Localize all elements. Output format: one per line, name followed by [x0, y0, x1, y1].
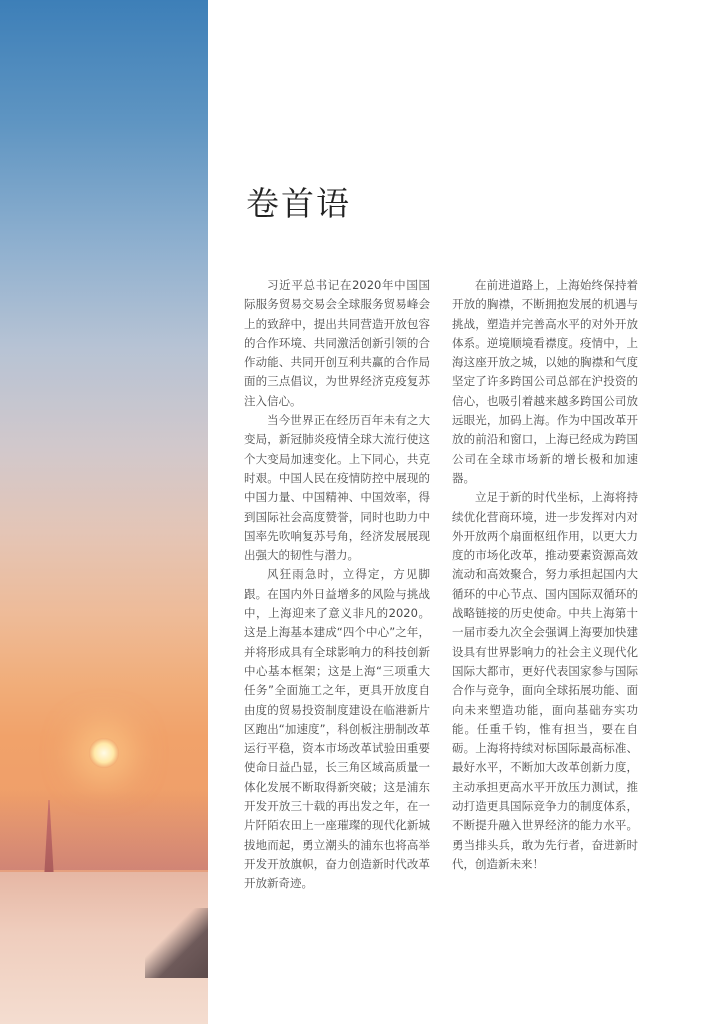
page-title: 卷首语	[246, 184, 351, 223]
text-column-left	[244, 276, 430, 894]
paragraph: 在前进道路上，上海始终保持着开放的胸襟，不断拥抱发展的机遇与挑战，塑造并完善高水平的对外开放体系。逆境顺境看襟度。疫情中，上海这座开放之城，以她的胸襟和气度坚定了许多跨国公司总部在沪投资的信心，也吸引着越来越多跨国公司放远眼光，加码上海。作为中国改革开放的前沿和窗口，上海已经成为跨国公司在全球市场新的增长极和加速器。	[452, 278, 638, 485]
sunset-cityscape-photo	[0, 0, 208, 1024]
paragraph: 当今世界正在经历百年未有之大变局，新冠肺炎疫情全球大流行使这个大变局加速变化。上下同心，共克时艰。中国人民在疫情防控中展现的中国力量、中国精神、中国效率，得到国际社会高度赞誉，同时也助力中国率先吹响复苏号角，经济发展展现出强大的韧性与潜力。	[244, 413, 430, 563]
riverbank	[145, 908, 208, 978]
paragraph: 风狂雨急时，立得定，方见脚跟。在国内外日益增多的风险与挑战中，上海迎来了意义非凡的2020。这是上海基本建成“四个中心”之年，并将形成具有全球影响力的科技创新中心基本框架；这是上海“三项重大任务”全面施工之年，更具开放度自由度的贸易投资制度建设在临港新片区跑出“加速度”，科创板注册制改革运行平稳，资本市场改革试验田重要使命日益凸显，长三角区域高质量一体化发展不断取得新突破；这是浦东开发开放三十载的再出发之年，在一片阡陌农田上一座璀璨的现代化新城拔地而起，勇立潮头的浦东也将高举开发开放旗帜，奋力创造新时代改革开放新奇迹。	[244, 567, 430, 891]
paragraph: 习近平总书记在2020年中国国际服务贸易交易会全球服务贸易峰会上的致辞中，提出共同营造开放包容的合作环境、共同激活创新引领的合作动能、共同开创互利共赢的合作局面的三点倡议，为世界经济克疫复苏注入信心。	[244, 278, 430, 408]
sun	[89, 738, 119, 768]
text-column-right	[452, 276, 638, 874]
city-skyline	[0, 790, 208, 870]
paragraph: 立足于新的时代坐标，上海将持续优化营商环境，进一步发挥对内对外开放两个扇面枢纽作用，以更大力度的市场化改革，推动要素资源高效流动和高效聚合，努力承担起国内大循环的中心节点、国内国际双循环的战略链接的历史使命。中共上海第十一届市委九次全会强调上海要加快建设具有世界影响力的社会主义现代化国际大都市，更好代表国家参与国际合作与竞争，面向全球拓展功能、面向未来塑造功能，面向基础夯实功能。任重千钧，惟有担当，要在自砺。上海将持续对标国际最高标准、最好水平，不断加大改革创新力度，主动承担更高水平开放压力测试，推动打造更具国际竞争力的制度体系，不断提升融入世界经济的能力水平。勇当排头兵，敢为先行者，奋进新时代，创造新未来！	[452, 490, 638, 871]
